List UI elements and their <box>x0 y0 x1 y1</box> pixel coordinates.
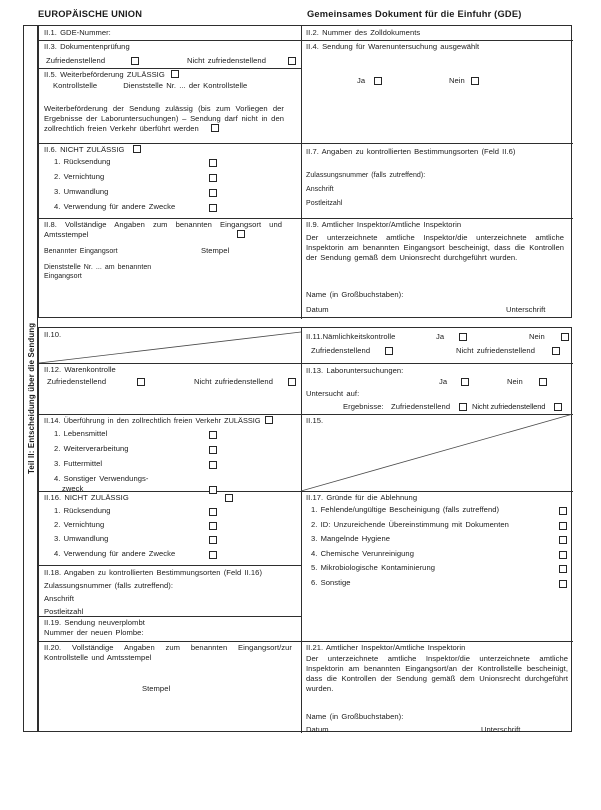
checkbox-ii12-not-satisfactory[interactable] <box>288 378 296 386</box>
field-ii3 <box>39 40 301 68</box>
ii14-item <box>39 444 301 459</box>
field-ii1 <box>39 26 301 40</box>
field-ii9-title: II.9. Amtlicher Inspektor/Amtliche Inspektorin <box>306 220 462 229</box>
field-ii12 <box>39 363 301 414</box>
ii6-item <box>39 202 301 217</box>
ii16-item-label: 4. Verwendung für andere Zwecke <box>54 548 176 558</box>
ii13-tested-for-label: Untersucht auf: <box>306 389 360 398</box>
ii5-control-point-label: Kontrollstelle <box>53 81 98 91</box>
ii5-note <box>44 104 284 134</box>
ii18-postcode-label: Postleitzahl <box>44 607 84 616</box>
ii9-name-label: Name (in Großbuchstaben): <box>306 290 404 299</box>
ii16-item-label: 1. Rücksendung <box>54 506 111 516</box>
ii9-date-label: Datum <box>306 305 329 314</box>
ii12-satisfactory-label: Zufriedenstellend <box>47 377 107 386</box>
ii11-satisfactory-label: Zufriedenstellend <box>311 346 371 355</box>
checkbox-ii6-umwandlung[interactable] <box>209 189 217 197</box>
field-ii13 <box>301 363 573 414</box>
checkbox-ii4-yes[interactable] <box>374 77 382 85</box>
field-ii7-title: II.7. Angaben zu kontrollierten Bestimmungsorten (Feld II.6) <box>306 147 516 156</box>
ii14-item <box>39 459 301 474</box>
ii3-satisfactory-label: Zufriedenstellend <box>46 56 106 65</box>
checkbox-ii5-transfer-allowed[interactable] <box>171 70 179 78</box>
checkbox-ii11-not-satisfactory[interactable] <box>552 347 560 355</box>
field-ii14-title <box>39 414 301 426</box>
ii17-item <box>301 534 573 549</box>
checkbox-ii3-not-satisfactory[interactable] <box>288 57 296 65</box>
ii8-unit-line2: Eingangsort <box>44 273 82 280</box>
ii13-results-not-satisfactory-label: Nicht zufriedenstellend <box>472 402 546 411</box>
ii5-title-text: II.5. Weiterbeförderung ZULÄSSIG <box>44 70 165 79</box>
ii21-body: Der unterzeichnete amtliche Inspektor/die unterzeichnete amtliche Inspektorin am benannten Eingangsort/an der Kontrollstelle bescheinigt, dass die Kontrollen der Sendung gemäß dem Unionsrecht durchgeführt wurden. <box>306 654 568 694</box>
header-doc-title: Gemeinsames Dokument für die Einfuhr (GDE) <box>307 9 522 19</box>
ii16-item <box>39 534 301 548</box>
checkbox-ii14-weiterverarbeitung[interactable] <box>209 446 217 454</box>
checkbox-ii16-ruecksendung[interactable] <box>209 508 217 516</box>
field-ii2 <box>301 26 573 40</box>
field-ii10 <box>39 328 301 363</box>
ii5-subline <box>39 81 301 91</box>
field-ii19 <box>39 616 301 641</box>
ii16-title-text: II.16. NICHT ZULÄSSIG <box>44 493 129 502</box>
ii6-item-label: 3. Umwandlung <box>54 187 109 197</box>
field-ii20 <box>39 641 301 733</box>
field-ii10-title: II.10. <box>44 330 62 339</box>
checkbox-ii6-vernichtung[interactable] <box>209 174 217 182</box>
checkbox-ii16-andere-zwecke[interactable] <box>209 551 217 559</box>
ii17-item-label: 5. Mikrobiologische Kontaminierung <box>311 563 435 573</box>
ii19-seal-number-label: Nummer der neuen Plombe: <box>44 628 144 637</box>
ii17-item-label: 3. Mangelnde Hygiene <box>311 534 390 544</box>
ii3-not-satisfactory-label: Nicht zufriedenstellend <box>187 56 266 65</box>
checkbox-ii17-missing-certificate[interactable] <box>559 507 567 515</box>
field-ii1-title: II.1. GDE-Nummer: <box>44 28 111 37</box>
field-ii13-title: II.13. Laboruntersuchungen: <box>306 366 404 375</box>
field-ii9 <box>301 218 573 319</box>
ii11-not-satisfactory-label: Nicht zufriedenstellend <box>456 346 535 355</box>
field-ii7 <box>301 143 573 218</box>
checkbox-ii12-satisfactory[interactable] <box>137 378 145 386</box>
field-ii4-title: II.4. Sendung für Warenuntersuchung ausgewählt <box>306 42 480 51</box>
strikethrough-diagonal <box>301 414 573 491</box>
field-ii14 <box>39 414 301 491</box>
ii5-unit-label: Dienststelle Nr. ... der Kontrollstelle <box>123 81 248 91</box>
ii9-body: Der unterzeichnete amtliche Inspektor/die unterzeichnete amtliche Inspektorin am benannten Eingangsort bescheinigt, dass die Kontrollen der Sendung gemäß dem Unionsrecht durchgeführt wurden. <box>306 233 564 263</box>
checkbox-ii13-no[interactable] <box>539 378 547 386</box>
ii6-item-label: 4. Verwendung für andere Zwecke <box>54 202 176 212</box>
field-ii18-title: II.18. Angaben zu kontrollierten Bestimmungsorten (Feld II.16) <box>44 568 263 577</box>
ii13-results-label: Ergebnisse: <box>343 402 384 411</box>
ii4-no-label: Nein <box>449 76 465 85</box>
ii17-item <box>301 578 573 593</box>
field-ii17 <box>301 491 573 641</box>
ii17-item <box>301 549 573 564</box>
field-ii20-title: II.20. Vollständige Angaben zum benannten Eingangsort/zur Kontrollstelle und Amtsstempel <box>44 643 292 663</box>
ii13-results-satisfactory-label: Zufriedenstellend <box>391 402 451 411</box>
ii6-item <box>39 157 301 172</box>
field-ii11-title: II.11.Nämlichkeitskontrolle <box>306 332 396 341</box>
checkbox-ii11-no[interactable] <box>561 333 569 341</box>
ii16-item-label: 3. Umwandlung <box>54 534 109 544</box>
ii8-stamp-label: Stempel <box>201 246 230 255</box>
ii6-title-text: II.6. NICHT ZULÄSSIG <box>44 145 125 154</box>
ii20-stamp-label: Stempel <box>142 684 171 693</box>
checkbox-ii6-andere-zwecke[interactable] <box>209 204 217 212</box>
ii13-no-label: Nein <box>507 377 523 386</box>
ii6-item-label: 1. Rücksendung <box>54 157 111 167</box>
ii7-approval-number-label: Zulassungsnummer (falls zutreffend): <box>306 172 426 179</box>
ii17-item <box>301 563 573 578</box>
field-ii2-title: II.2. Nummer des Zolldokuments <box>306 28 421 37</box>
checkbox-ii17-chemical[interactable] <box>559 551 567 559</box>
ii16-item <box>39 506 301 520</box>
ii21-name-label: Name (in Großbuchstaben): <box>306 712 404 721</box>
checkbox-ii11-yes[interactable] <box>459 333 467 341</box>
field-ii21-title: II.21. Amtlicher Inspektor/Amtliche Inspektorin <box>306 643 466 652</box>
ii17-item-label: 4. Chemische Verunreinigung <box>311 548 414 558</box>
ii16-item <box>39 549 301 563</box>
ii17-item <box>301 520 573 535</box>
field-ii16 <box>39 491 301 565</box>
field-ii5 <box>39 68 301 143</box>
ii5-note-text: Weiterbeförderung der Sendung zulässig (bis zum Vorliegen der Ergebnisse der Laboruntersuchungen) – Sendung darf nicht in den zollrechtlich freien Verkehr überführt werden <box>44 104 284 134</box>
checkbox-ii14-main[interactable] <box>265 416 273 424</box>
ii21-date-label: Datum <box>306 725 329 734</box>
ii17-item-label: 6. Sonstige <box>311 577 351 587</box>
strikethrough-diagonal <box>39 328 301 363</box>
field-ii8 <box>39 218 301 319</box>
checkbox-ii17-other[interactable] <box>559 580 567 588</box>
ii14-item <box>39 474 301 484</box>
ii6-item <box>39 172 301 187</box>
field-ii5-title <box>39 68 301 80</box>
field-ii16-title <box>39 491 301 503</box>
field-ii3-title: II.3. Dokumentenprüfung <box>44 42 130 51</box>
ii17-item-label: 1. Fehlende/ungültige Bescheinigung (falls zutreffend) <box>311 505 500 515</box>
ii6-item-label: 2. Vernichtung <box>54 172 105 182</box>
ii18-approval-number-label: Zulassungsnummer (falls zutreffend): <box>44 581 174 590</box>
field-ii6-title <box>39 143 301 155</box>
checkbox-ii16-main[interactable] <box>225 494 233 502</box>
ii17-item <box>301 505 573 520</box>
checkbox-ii17-hygiene[interactable] <box>559 536 567 544</box>
ii8-entry-point-label: Benannter Eingangsort <box>44 248 118 255</box>
field-ii11 <box>301 328 573 363</box>
ii7-postcode-label: Postleitzahl <box>306 200 343 207</box>
ii13-yes-label: Ja <box>439 377 448 386</box>
ii14-item-label: 1. Lebensmittel <box>54 428 108 438</box>
checkbox-ii6-ruecksendung[interactable] <box>209 159 217 167</box>
field-ii15-title: II.15. <box>306 416 324 425</box>
field-ii8-title: II.8. Vollständige Angaben zum benannten Eingangsort und Amtsstempel <box>44 220 282 240</box>
checkbox-ii13-results-not-satisfactory[interactable] <box>554 403 562 411</box>
checkbox-ii14-lebensmittel[interactable] <box>209 431 217 439</box>
checkbox-ii16-umwandlung[interactable] <box>209 536 217 544</box>
part-ii-sidebar <box>23 25 38 732</box>
ii6-item <box>39 187 301 202</box>
field-ii6 <box>39 143 301 218</box>
ii11-no-label: Nein <box>529 332 545 341</box>
checkbox-ii5-note[interactable] <box>211 124 219 132</box>
field-ii18 <box>39 565 301 616</box>
checkbox-ii14-futtermittel[interactable] <box>209 461 217 469</box>
checkbox-ii6-main[interactable] <box>133 145 141 153</box>
ii14-item-label: 2. Weiterverarbeitung <box>54 443 129 453</box>
checkbox-ii13-results-satisfactory[interactable] <box>459 403 467 411</box>
ii14-item-label: zweck <box>62 483 84 493</box>
field-ii4 <box>301 40 573 143</box>
field-ii19-title: II.19. Sendung neuverplombt <box>44 618 145 627</box>
ii9-signature-label: Unterschrift <box>506 305 546 314</box>
field-ii21 <box>301 641 573 733</box>
field-ii15 <box>301 414 573 491</box>
ii14-item <box>39 429 301 444</box>
checkbox-ii16-vernichtung[interactable] <box>209 522 217 530</box>
ii4-yes-label: Ja <box>357 76 366 85</box>
checkbox-ii13-yes[interactable] <box>461 378 469 386</box>
ii16-item-label: 2. Vernichtung <box>54 520 105 530</box>
form-lower-section <box>38 327 572 732</box>
part-ii-label: Teil II: Entscheidung über die Sendung <box>27 322 36 474</box>
ii8-unit-line1: Dienststelle Nr. ... am benannten <box>44 264 152 271</box>
ii17-item-label: 2. ID: Unzureichende Übereinstimmung mit Dokumenten <box>311 519 509 529</box>
field-ii12-title: II.12. Warenkontrolle <box>44 365 116 374</box>
ii18-address-label: Anschrift <box>44 594 74 603</box>
checkbox-ii11-satisfactory[interactable] <box>385 347 393 355</box>
ii14-item-label: 4. Sonstiger Verwendungs- <box>54 473 149 483</box>
header-eu-title: EUROPÄISCHE UNION <box>38 9 143 19</box>
ii21-signature-label: Unterschrift <box>481 725 521 734</box>
checkbox-ii3-satisfactory[interactable] <box>131 57 139 65</box>
checkbox-ii4-no[interactable] <box>471 77 479 85</box>
ii16-item <box>39 520 301 534</box>
checkbox-ii8-stamp[interactable] <box>237 230 245 238</box>
field-ii17-title: II.17. Gründe für die Ablehnung <box>306 493 418 502</box>
ii7-address-label: Anschrift <box>306 186 334 193</box>
checkbox-ii17-microbiological[interactable] <box>559 565 567 573</box>
ii14-item-label: 3. Futtermittel <box>54 458 103 468</box>
form-upper-section <box>38 25 572 318</box>
ii14-title-text: II.14. Überführung in den zollrechtlich freien Verkehr ZULÄSSIG <box>44 416 261 425</box>
ii12-not-satisfactory-label: Nicht zufriedenstellend <box>194 377 273 386</box>
checkbox-ii17-id-mismatch[interactable] <box>559 522 567 530</box>
ii11-yes-label: Ja <box>436 332 445 341</box>
